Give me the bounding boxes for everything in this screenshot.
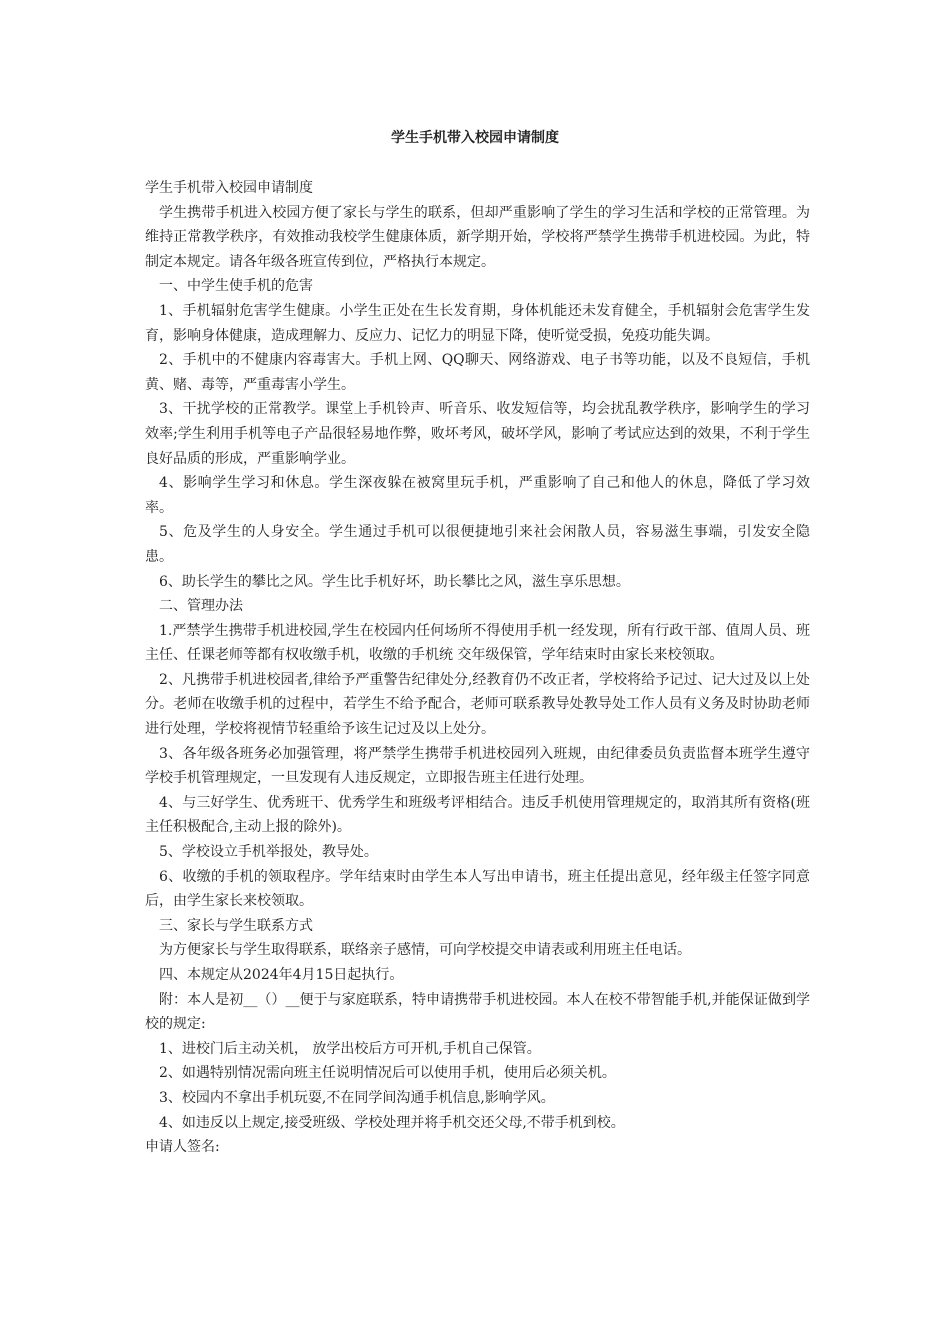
document-body: [145, 176, 810, 1160]
document-paragraph: 2、如遇特别情况需向班主任说明情况后可以使用手机，使用后必须关机。: [159, 1065, 616, 1082]
document-paragraph: 5、危及学生的人身安全。学生通过手机可以很便捷地引来社会闲散人员，容易滋生事端，引发安全隐患。: [145, 524, 810, 565]
document-paragraph: 附：本人是初__（）__便于与家庭联系，特申请携带手机进校园。本人在校不带智能手机,并能保证做到学校的规定:: [145, 991, 810, 1033]
document-paragraph: 学生携带手机进入校园方便了家长与学生的联系，但却严重影响了学生的学习生活和学校的正常管理。为维持正常教学秩序，有效推动我校学生健康体质，新学期开始，学校将严禁学生携带手机进校园。为此，特制定本规定。请各年级各班宣传到位，严格执行本规定。: [145, 204, 810, 270]
document-paragraph: 2、手机中的不健康内容毒害大。手机上网、QQ聊天、网络游戏、电子书等功能，以及不良短信，手机黄、赌、毒等，严重毒害小学生。: [145, 352, 810, 393]
document-paragraph: 三、家长与学生联系方式: [159, 917, 313, 934]
document-paragraph: 6、助长学生的攀比之风。学生比手机好坏，助长攀比之风，滋生享乐思想。: [159, 573, 630, 590]
document-paragraph: 4、如违反以上规定,接受班级、学校处理并将手机交还父母,不带手机到校。: [159, 1114, 625, 1131]
document-paragraph: 1.严禁学生携带手机进校园,学生在校园内任何场所不得使用手机一经发现，所有行政干部、值周人员、班主任、任课老师等都有权收缴手机，收缴的手机统 交年级保管，学年结束时由家长来校领取。: [145, 622, 810, 664]
document-paragraph: 四、本规定从2024年4月15日起执行。: [159, 967, 404, 983]
document-paragraph: 申请人签名:: [145, 1139, 220, 1156]
document-paragraph: 1、进校门后主动关机， 放学出校后方可开机,手机自己保管。: [159, 1040, 541, 1057]
document-paragraph: 1、手机辐射危害学生健康。小学生正处在生长发育期，身体机能还未发育健全，手机辐射会危害学生发育，影响身体健康，造成理解力、反应力、记忆力的明显下降，使听觉受损，免疫功能失调。: [145, 302, 810, 344]
document-paragraph: 学生手机带入校园申请制度: [145, 180, 313, 196]
document-paragraph: 为方便家长与学生取得联系，联络亲子感情，可向学校提交申请表或利用班主任电话。: [159, 942, 691, 959]
document-paragraph: 二、管理办法: [159, 598, 243, 615]
document-paragraph: 4、与三好学生、优秀班干、优秀学生和班级考评相结合。违反手机使用管理规定的，取消其所有资格(班主任积极配合,主动上报的除外)。: [145, 794, 810, 836]
document-paragraph: 一、中学生使手机的危害: [159, 278, 313, 295]
document-paragraph: 3、各年级各班务必加强管理，将严禁学生携带手机进校园列入班规，由纪律委员负责监督本班学生遵守学校手机管理规定，一旦发现有人违反规定，立即报告班主任进行处理。: [145, 745, 810, 787]
document-paragraph: 2、凡携带手机进校园者,律给予严重警告纪律处分,经教育仍不改正者，学校将给予记过、记大过及以上处分。老师在收缴手机的过程中，若学生不给予配合，老师可联系教导处教导处工作人员有义务及时协助老师进行处理，学校将视情节轻重给予该生记过及以上处分。: [145, 671, 810, 738]
document-title: 学生手机带入校园申请制度: [391, 130, 559, 146]
document-paragraph: 5、学校设立手机举报处，教导处。: [159, 844, 378, 861]
document-paragraph: 4、影响学生学习和休息。学生深夜躲在被窝里玩手机，严重影响了自己和他人的休息，降低了学习效率。: [145, 475, 810, 516]
document-paragraph: 6、收缴的手机的领取程序。学年结束时由学生本人写出申请书，班主任提出意见，经年级主任签字同意后，由学生家长来校领取。: [145, 868, 810, 910]
document-paragraph: 3、校园内不拿出手机玩耍,不在同学间沟通手机信息,影响学风。: [159, 1089, 555, 1106]
document-paragraph: 3、干扰学校的正常教学。课堂上手机铃声、听音乐、收发短信等，均会扰乱教学秩序，影响学生的学习效率;学生利用手机等电子产品很轻易地作弊，败坏考风，破坏学风，影响了考试应达到的效果，不利于学生良好品质的形成，严重影响学业。: [145, 401, 810, 467]
